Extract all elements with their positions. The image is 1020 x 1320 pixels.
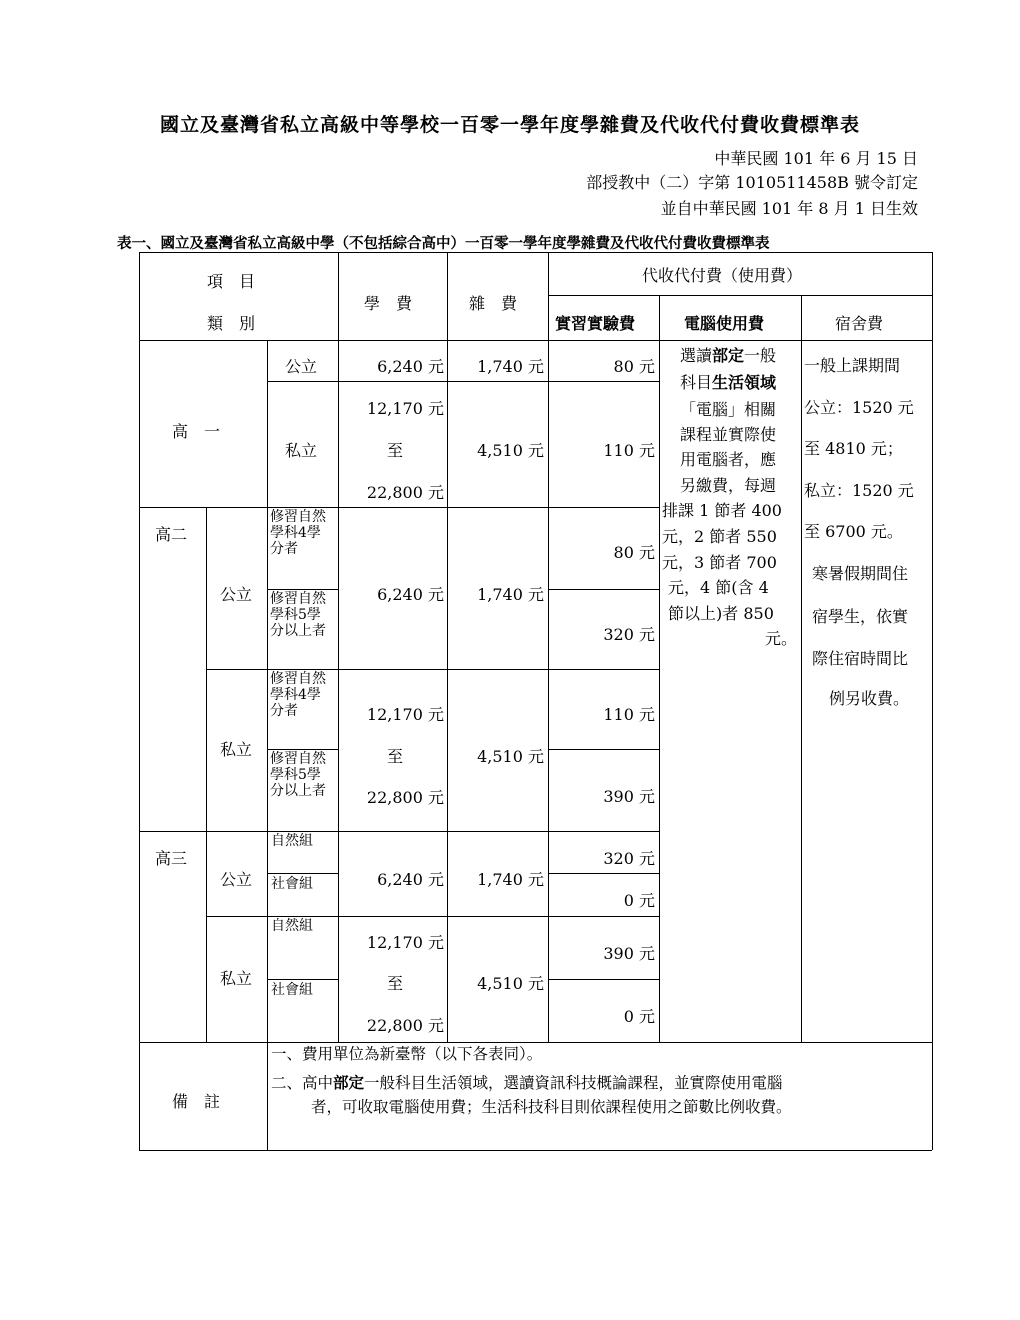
g2-private-sci4-label: 修習自然學科4學分者: [270, 671, 326, 719]
g2-public-sci4-label: 修習自然學科4學分者: [270, 509, 326, 557]
g2-private-tuition-low: 12,170 元: [366, 705, 444, 724]
computer-note-line: 「電腦」相關: [680, 400, 777, 419]
g2-public-sci4-lab: 80 元: [613, 543, 655, 562]
dorm-note-line: 私立：1520 元: [804, 481, 914, 500]
table-title: 表一、國立及臺灣省私立高級中學（不包括綜合高中）一百零一學年度學雜費及代收代付費收費標準表: [117, 235, 770, 252]
g2-public-tuition: 6,240 元: [377, 585, 444, 604]
grid-line: [267, 873, 338, 874]
table-border-right: [932, 252, 933, 1150]
remark-1: 一、費用單位為新臺幣（以下各表同）。: [271, 1045, 543, 1063]
g3-public-label: 公立: [220, 870, 253, 889]
dorm-note-line: 至 4810 元；: [804, 439, 903, 458]
grid-line: [267, 749, 338, 750]
g2-public-sci5-label: 修習自然學科5學分以上者: [270, 591, 326, 639]
g1-private-tuition-high: 22,800 元: [366, 483, 444, 502]
grade-1-label: 高 一: [172, 422, 221, 441]
g2-private-tuition-to: 至: [387, 747, 404, 766]
g3-private-tuition-high: 22,800 元: [366, 1016, 444, 1035]
header-computer-fee: 電腦使用費: [684, 314, 765, 333]
header-agency-fee: 代收代付費（使用費）: [642, 266, 803, 285]
grid-line: [267, 589, 338, 590]
g1-private-tuition-low: 12,170 元: [366, 399, 444, 418]
dorm-note-line: 一般上課期間: [804, 356, 901, 375]
g3-private-tuition-low: 12,170 元: [366, 933, 444, 952]
g1-private-label: 私立: [285, 441, 318, 460]
g3-private-nat-lab: 390 元: [603, 944, 655, 963]
g2-private-sci5-label: 修習自然學科5學分以上者: [270, 751, 326, 799]
g3-private-misc: 4,510 元: [477, 974, 544, 993]
effective-date: 並自中華民國 101 年 8 月 1 日生效: [660, 199, 918, 218]
header-lab-fee: 實習實驗費: [555, 314, 636, 333]
table-border-top: [139, 252, 932, 253]
g2-private-tuition-high: 22,800 元: [366, 788, 444, 807]
header-tuition: 學 費: [364, 294, 413, 313]
computer-note-line: 用電腦者，應: [680, 450, 777, 469]
grid-line: [139, 1042, 932, 1043]
g3-public-nat-lab: 320 元: [603, 849, 655, 868]
g2-private-misc: 4,510 元: [477, 747, 544, 766]
header-item: 項 目: [207, 272, 256, 291]
computer-note-line: 選讀部定一般: [680, 346, 777, 365]
computer-note-line: 節以上)者 850: [668, 604, 774, 623]
g1-private-tuition-to: 至: [387, 441, 404, 460]
grid-line: [548, 252, 549, 1042]
g2-private-sci4-lab: 110 元: [603, 705, 655, 724]
g3-public-nat-label: 自然組: [271, 833, 313, 849]
grid-line: [548, 295, 932, 296]
remark-2: 二、高中部定一般科目生活領域，選讀資訊科技概論課程，並實際使用電腦 者，可收取電腦使用費；生活科技科目則依課程使用之節數比例收費。: [271, 1073, 792, 1116]
g3-private-soc-lab: 0 元: [623, 1007, 655, 1026]
grade-3-label: 高三: [155, 849, 188, 868]
dorm-note-line: 寒暑假期間住: [812, 564, 909, 583]
computer-note-line: 課程並實際使: [680, 425, 777, 444]
g3-public-misc: 1,740 元: [477, 870, 544, 889]
g1-public-lab: 80 元: [613, 357, 655, 376]
header-dorm-fee: 宿舍費: [835, 314, 884, 333]
g3-private-nat-label: 自然組: [271, 918, 313, 934]
grid-line: [548, 589, 659, 590]
grid-line: [338, 252, 339, 1042]
dorm-note-line: 宿學生，依實: [812, 607, 909, 626]
g1-public-misc: 1,740 元: [477, 357, 544, 376]
grid-line: [447, 252, 448, 1042]
grid-line: [267, 381, 659, 382]
remarks-label: 備 註: [172, 1092, 221, 1111]
table-border-bottom: [139, 1150, 932, 1151]
table-border-left: [139, 252, 140, 1150]
order-number: 部授教中（二）字第 1010511458B 號令訂定: [586, 173, 918, 192]
header-category: 類 別: [207, 314, 256, 333]
dorm-note-line: 公立：1520 元: [804, 398, 914, 417]
computer-note-line: 元，4 節(含 4: [668, 578, 769, 597]
g3-public-soc-lab: 0 元: [623, 891, 655, 910]
header-misc-fee: 雜 費: [469, 294, 518, 313]
grade-2-label: 高二: [155, 525, 188, 544]
g1-private-lab: 110 元: [603, 441, 655, 460]
g3-private-soc-label: 社會組: [271, 982, 313, 998]
g2-private-label: 私立: [220, 740, 253, 759]
grid-line: [206, 507, 207, 1042]
grid-line: [801, 295, 802, 1042]
grid-line: [548, 749, 659, 750]
computer-note-line: 另繳費，每週: [680, 476, 777, 495]
grid-line: [548, 873, 659, 874]
document-title: 國立及臺灣省私立高級中等學校一百零一學年度學雜費及代收代付費收費標準表: [159, 114, 860, 136]
issue-date: 中華民國 101 年 6 月 15 日: [714, 149, 918, 168]
computer-note-line: 科目生活領域: [680, 373, 777, 392]
grid-line: [139, 831, 659, 832]
computer-note-line: 元，2 節者 550: [662, 527, 777, 546]
g2-private-sci5-lab: 390 元: [603, 787, 655, 806]
dorm-note-line: 例另收費。: [829, 689, 910, 708]
g1-public-label: 公立: [285, 357, 318, 376]
g1-public-tuition: 6,240 元: [377, 357, 444, 376]
grid-line: [139, 340, 932, 341]
g2-public-misc: 1,740 元: [477, 585, 544, 604]
g3-private-tuition-to: 至: [387, 974, 404, 993]
grid-line: [206, 669, 659, 670]
dorm-note-line: 至 6700 元。: [804, 522, 903, 541]
g1-private-misc: 4,510 元: [477, 441, 544, 460]
grid-line: [206, 916, 659, 917]
g3-public-soc-label: 社會組: [271, 876, 313, 892]
computer-note-line: 元，3 節者 700: [662, 553, 777, 572]
grid-line: [659, 295, 660, 1042]
g2-public-sci5-lab: 320 元: [603, 625, 655, 644]
grid-line: [548, 979, 659, 980]
g2-public-label: 公立: [220, 585, 253, 604]
grid-line: [267, 340, 268, 1150]
computer-note-line: 元。: [764, 629, 797, 648]
grid-line: [139, 507, 659, 508]
g3-private-label: 私立: [220, 969, 253, 988]
g3-public-tuition: 6,240 元: [377, 870, 444, 889]
dorm-note-line: 際住宿時間比: [812, 649, 909, 668]
grid-line: [267, 979, 338, 980]
computer-note-line: 排課 1 節者 400: [662, 501, 782, 520]
